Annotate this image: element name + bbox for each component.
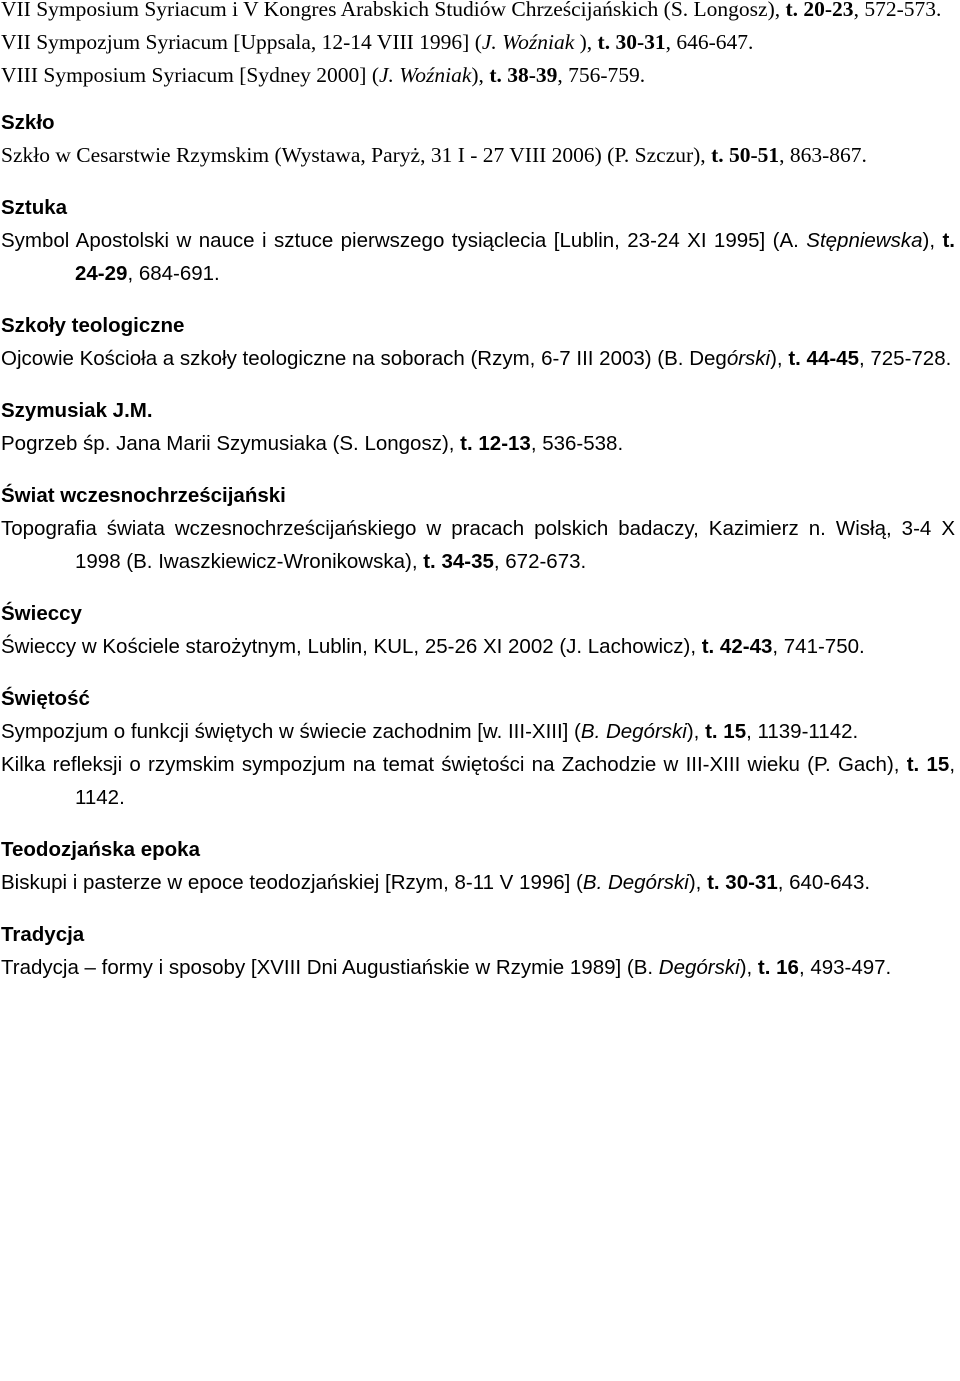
entry: VIII Symposium Syriacum [Sydney 2000] (J. Woźniak), t. 38-39, 756-759. xyxy=(1,63,646,87)
section-heading: Świętość xyxy=(1,687,90,710)
entry: VII Sympozjum Syriacum [Uppsala, 12-14 VIII 1996] (J. Woźniak ), t. 30-31, 646-647. xyxy=(1,30,754,54)
entry: Tradycja – formy i sposoby [XVIII Dni Augustiańskie w Rzymie 1989] (B. Degórski), t. 16, 493-497. xyxy=(1,956,892,979)
section-heading: Tradycja xyxy=(1,923,85,946)
section-heading: Sztuka xyxy=(1,196,68,219)
entry: Ojcowie Kościoła a szkoły teologiczne na soborach (Rzym, 6-7 III 2003) (B. Degórski), t. 44-45, 725-728. xyxy=(1,347,952,370)
entry: Symbol Apostolski w nauce i sztuce pierwszego tysiąclecia [Lublin, 23-24 XI 1995] (A. Stępniewska), t. 24-29, 684-691. xyxy=(1,229,955,285)
section-heading: Świeccy xyxy=(1,602,82,625)
section-heading: Szkło xyxy=(1,111,55,134)
entry: Świeccy w Kościele starożytnym, Lublin, KUL, 25-26 XI 2002 (J. Lachowicz), t. 42-43, 741-750. xyxy=(1,635,865,658)
entry: Kilka refleksji o rzymskim sympozjum na temat świętości na Zachodzie w III-XIII wieku (P. Gach), t. 15, 1142. xyxy=(1,753,956,809)
section-heading: Teodozjańska epoka xyxy=(1,838,200,861)
entry: Biskupi i pasterze w epoce teodozjańskiej [Rzym, 8-11 V 1996] (B. Degórski), t. 30-31, 640-643. xyxy=(1,871,871,894)
entry: Topografia świata wczesnochrześcijańskiego w pracach polskich badaczy, Kazimierz n. Wisłą, 3-4 X 1998 (B. Iwaszkiewicz-Wronikowska), t. 34-35, 672-673. xyxy=(1,517,955,573)
section-heading: Szkoły teologiczne xyxy=(1,314,185,337)
section-heading: Świat wczesnochrześcijański xyxy=(1,484,286,507)
entry: VII Symposium Syriacum i V Kongres Arabskich Studiów Chrześcijańskich (S. Longosz), t. 20-23, 572-573. xyxy=(1,0,942,21)
entry: Sympozjum o funkcji świętych w świecie zachodnim [w. III-XIII] (B. Degórski), t. 15, 1139-1142. xyxy=(1,720,859,743)
section-heading: Szymusiak J.M. xyxy=(1,399,153,422)
entry: Szkło w Cesarstwie Rzymskim (Wystawa, Paryż, 31 I - 27 VIII 2006) (P. Szczur), t. 50-51, 863-867. xyxy=(1,143,867,167)
entry: Pogrzeb śp. Jana Marii Szymusiaka (S. Longosz), t. 12-13, 536-538. xyxy=(1,432,624,455)
